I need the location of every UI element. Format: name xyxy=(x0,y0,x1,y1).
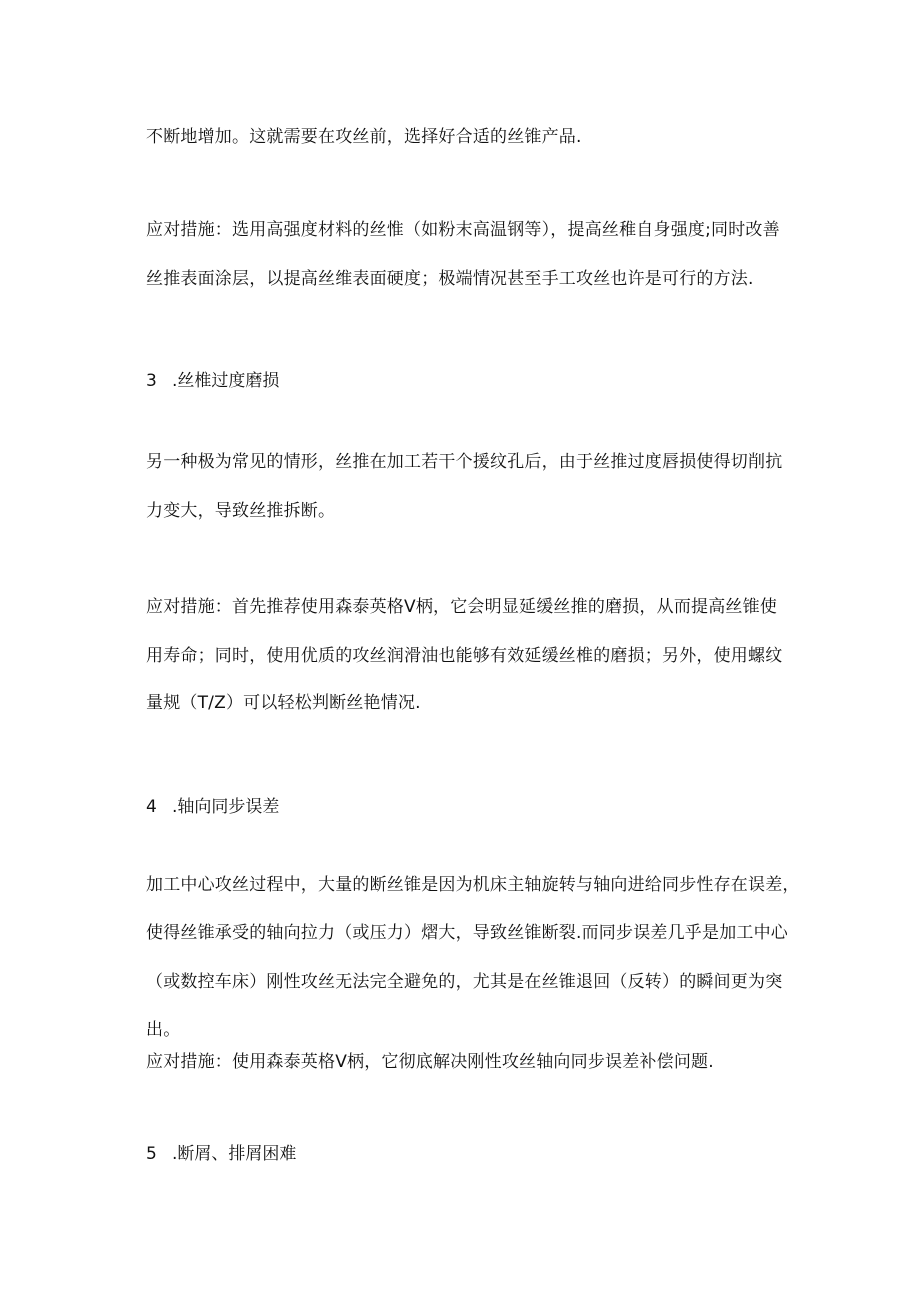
section-title: .丝椎过度磨损 xyxy=(172,371,280,391)
paragraph-line: 加工中心攻丝过程中，大量的断丝锥是因为机床主轴旋转与轴向进给同步性存在误差， xyxy=(146,875,800,895)
paragraph-line: 丝推表面涂层，以提高丝维表面硬度；极端情况甚至手工攻丝也许是可行的方法. xyxy=(146,269,754,289)
section-heading-5 xyxy=(146,1143,296,1165)
section-heading-4 xyxy=(146,796,279,818)
paragraph-line: （或数控车床）刚性攻丝无法完全避免的，尤其是在丝锥退回（反转）的瞬间更为突 xyxy=(146,972,783,992)
paragraph-line: 不断地增加。这就需要在攻丝前，选择好合适的丝锥产品. xyxy=(146,127,582,147)
paragraph-line: 应对措施：首先推荐使用森泰英格V柄，它会明显延缓丝推的磨损，从而提高丝锥使 xyxy=(146,597,778,617)
section-title: .断屑、排屑困难 xyxy=(172,1144,297,1164)
section-heading-3 xyxy=(146,370,279,392)
section-number: 5 xyxy=(146,1144,157,1164)
paragraph-line: 出。 xyxy=(146,1020,181,1040)
section-number: 4 xyxy=(146,797,157,817)
paragraph-line: 另一种极为常见的情形，丝推在加工若干个援纹孔后，由于丝推过度唇损使得切削抗 xyxy=(146,452,783,472)
paragraph-line: 量规（T/Z）可以轻松判断丝艳情况. xyxy=(146,693,421,713)
section-number: 3 xyxy=(146,371,157,391)
paragraph-line: 应对措施：选用高强度材料的丝惟（如粉末高温钢等），提高丝稚自身强度;同时改善 xyxy=(146,220,780,240)
paragraph-line: 使得丝锥承受的轴向拉力（或压力）熠大，导致丝锥断裂.而同步误差几乎是加工中心 xyxy=(146,923,789,943)
section-title: .轴向同步误差 xyxy=(172,797,280,817)
paragraph-line: 应对措施：使用森泰英格V柄，它彻底解决刚性攻丝轴向同步误差补偿问题. xyxy=(146,1052,714,1072)
paragraph-line: 力变大，导致丝推拆断。 xyxy=(146,501,336,521)
paragraph-line: 用寿命；同时，使用优质的攻丝润滑油也能够有效延缓丝椎的磨损；另外，使用螺纹 xyxy=(146,646,783,666)
